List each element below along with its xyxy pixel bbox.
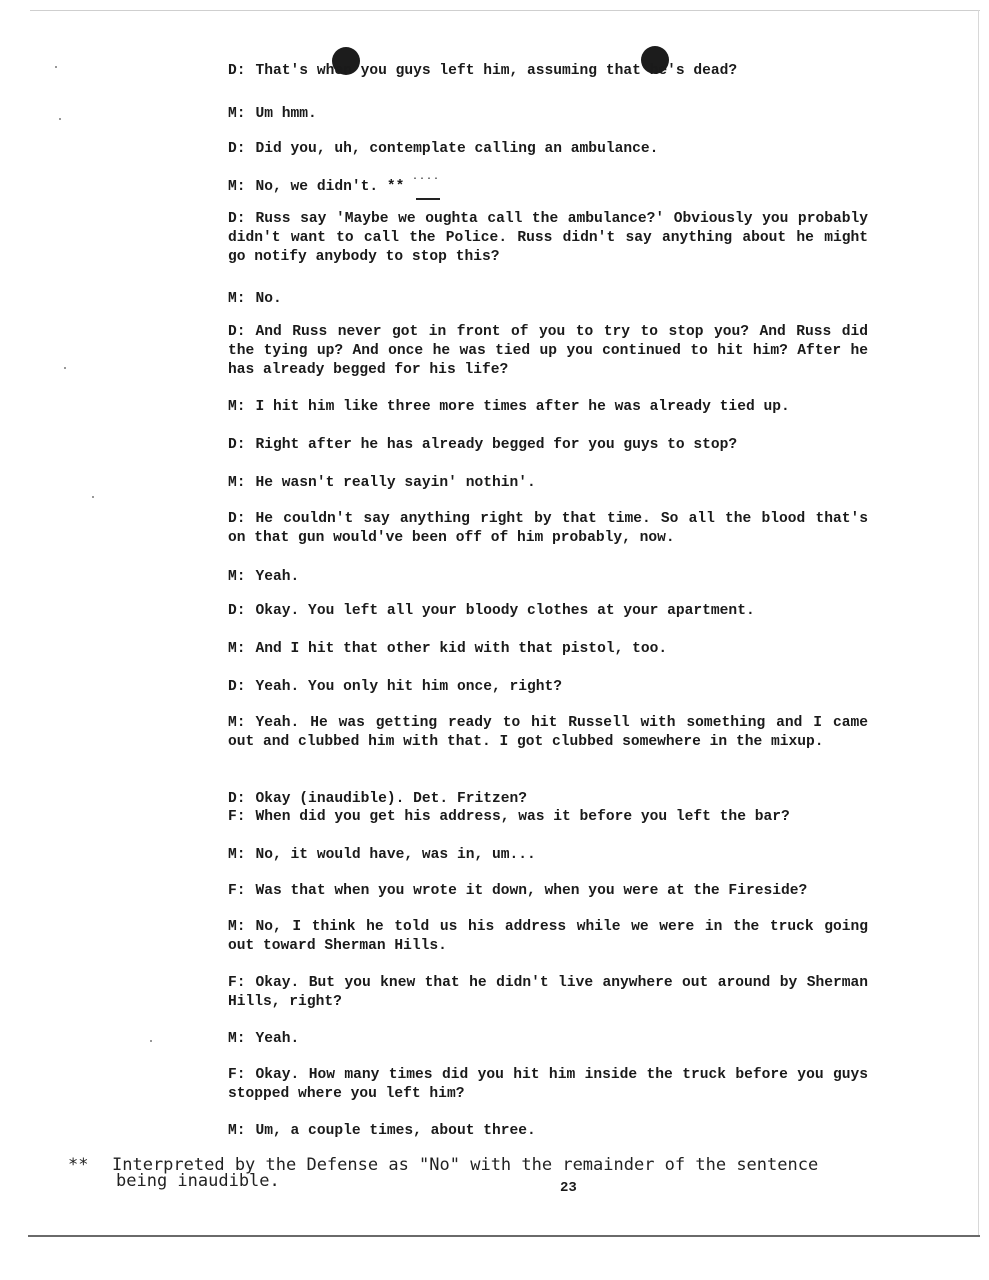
utterance-text: No, it would have, was in, um... — [255, 847, 536, 863]
utterance-text: Yeah. You only hit him once, right? — [255, 679, 563, 695]
utterance-text: Okay. You left all your bloody clothes at your apartment. — [255, 603, 755, 619]
transcript-entry — [228, 790, 868, 809]
speaker-label: M: — [228, 106, 246, 122]
transcript-entry — [228, 474, 868, 493]
speaker-label: D: — [228, 437, 246, 453]
top-edge-rule — [30, 10, 980, 11]
transcript-entry — [228, 210, 868, 267]
speaker-label: M: — [228, 715, 246, 731]
utterance-text: He wasn't really sayin' nothin'. — [255, 475, 536, 491]
speaker-label: M: — [228, 179, 246, 195]
utterance-text: Did you, uh, contemplate calling an ambulance. — [255, 141, 659, 157]
footnote-text-1: Interpreted by the Defense as "No" with the remainder of the sentence — [112, 1155, 819, 1175]
right-edge-rule — [978, 10, 979, 1235]
transcript-entry — [228, 1122, 868, 1141]
speaker-label: D: — [228, 211, 246, 227]
speaker-label: M: — [228, 1123, 246, 1139]
speaker-label: M: — [228, 291, 246, 307]
utterance-text: And I hit that other kid with that pistol, too. — [255, 641, 668, 657]
speaker-label: F: — [228, 975, 246, 991]
scan-speck — [92, 496, 94, 498]
scan-speck — [64, 367, 66, 369]
utterance-text: No, we didn't. ** — [255, 179, 405, 195]
transcript-entry — [228, 140, 868, 159]
scan-speck — [59, 118, 61, 120]
footnote-underline — [416, 198, 440, 200]
transcript-entry — [228, 1030, 868, 1049]
utterance-text: Okay. But you knew that he didn't live anywhere out around by Sherman Hills, right? — [228, 975, 868, 1010]
page-number: 23 — [560, 1180, 577, 1196]
speaker-label: D: — [228, 679, 246, 695]
scan-speck — [55, 66, 57, 68]
utterance-text: Russ say 'Maybe we oughta call the ambulance?' Obviously you probably didn't want to call the Police. Russ didn't say anything about he might go notify anybody to stop this? — [228, 211, 868, 265]
transcript-entry — [228, 640, 868, 659]
speaker-label: M: — [228, 1031, 246, 1047]
utterance-text: And Russ never got in front of you to try to stop you? And Russ did the tying up? And once he was tied up you continued to hit him? After he has already begged for his life? — [228, 324, 868, 378]
bottom-edge-rule — [28, 1235, 980, 1237]
transcript-entry — [228, 714, 868, 752]
speaker-label: M: — [228, 919, 246, 935]
utterance-text: That's when you guys left him, assuming that he's dead? — [255, 63, 738, 79]
speaker-label: D: — [228, 511, 246, 527]
speaker-label: F: — [228, 809, 246, 825]
utterance-text: I hit him like three more times after he was already tied up. — [255, 399, 790, 415]
speaker-label: D: — [228, 324, 246, 340]
speaker-label: M: — [228, 847, 246, 863]
transcript-entry — [228, 105, 868, 124]
transcript-entry — [228, 918, 868, 956]
transcript-entry — [228, 568, 868, 587]
speaker-label: M: — [228, 569, 246, 585]
utterance-text: Okay (inaudible). Det. Fritzen? — [255, 791, 528, 807]
speaker-label: M: — [228, 475, 246, 491]
utterance-text: Yeah. — [255, 1031, 300, 1047]
utterance-text: Yeah. He was getting ready to hit Russell with something and I came out and clubbed him with that. I got clubbed somewhere in the mixup. — [228, 715, 868, 750]
transcript-entry — [228, 882, 868, 901]
speaker-label: F: — [228, 883, 246, 899]
transcript-entry — [228, 178, 868, 197]
dot-marks: .... — [412, 172, 441, 183]
speaker-label: D: — [228, 141, 246, 157]
transcript-entry — [228, 62, 868, 81]
utterance-text: Um hmm. — [255, 106, 317, 122]
speaker-label: D: — [228, 63, 246, 79]
utterance-text: Was that when you wrote it down, when you were at the Fireside? — [255, 883, 808, 899]
utterance-text: Okay. How many times did you hit him inside the truck before you guys stopped where you left him? — [228, 1067, 868, 1102]
transcript-entry — [228, 808, 868, 827]
footnote-line-2: being inaudible. — [116, 1171, 280, 1191]
transcript-entry — [228, 602, 868, 621]
transcript-entry — [228, 323, 868, 380]
speaker-label: M: — [228, 641, 246, 657]
footnote — [68, 1157, 898, 1189]
transcript-entry — [228, 290, 868, 309]
utterance-text: Um, a couple times, about three. — [255, 1123, 536, 1139]
transcript-entry — [228, 398, 868, 417]
scan-speck — [150, 1040, 152, 1042]
transcript-entry — [228, 678, 868, 697]
speaker-label: M: — [228, 399, 246, 415]
speaker-label: F: — [228, 1067, 246, 1083]
utterance-text: No. — [255, 291, 282, 307]
utterance-text: When did you get his address, was it before you left the bar? — [255, 809, 790, 825]
speaker-label: D: — [228, 603, 246, 619]
transcript-entry — [228, 436, 868, 455]
speaker-label: D: — [228, 791, 246, 807]
utterance-text: Yeah. — [255, 569, 300, 585]
footnote-marker: ** — [68, 1155, 89, 1175]
transcript-entry — [228, 846, 868, 865]
utterance-text: Right after he has already begged for you guys to stop? — [255, 437, 738, 453]
transcript-entry — [228, 510, 868, 548]
utterance-text: No, I think he told us his address while we were in the truck going out toward Sherman Hills. — [228, 919, 868, 954]
transcript-entry — [228, 974, 868, 1012]
transcript-entry — [228, 1066, 868, 1104]
utterance-text: He couldn't say anything right by that time. So all the blood that's on that gun would've been off of him probably, now. — [228, 511, 868, 546]
